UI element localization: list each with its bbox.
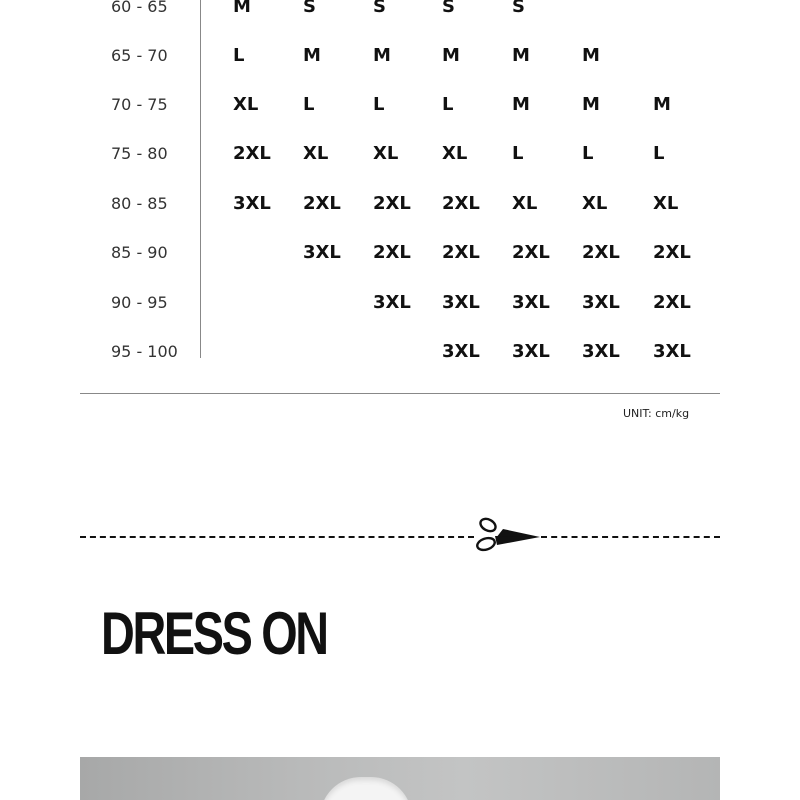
size-chart-cell: S: [373, 0, 386, 17]
size-chart-cell: 3XL: [442, 292, 480, 313]
size-chart-cell: L: [582, 143, 594, 164]
size-chart-cell: 3XL: [373, 292, 411, 313]
size-chart-cell: XL: [582, 193, 608, 214]
size-chart-cell: 3XL: [512, 341, 550, 362]
size-chart-cell: XL: [512, 193, 538, 214]
size-chart-cell: 2XL: [442, 193, 480, 214]
size-chart-cell: 3XL: [582, 341, 620, 362]
size-chart-cell: 2XL: [373, 242, 411, 263]
size-chart-cell: 2XL: [653, 292, 691, 313]
size-chart-cell: M: [653, 94, 671, 115]
size-chart-cell: XL: [303, 143, 329, 164]
size-chart-cell: XL: [653, 193, 679, 214]
cut-line-left: [80, 536, 474, 538]
size-chart-cell: 3XL: [442, 341, 480, 362]
unit-note: UNIT: cm/kg: [623, 407, 690, 420]
size-chart-cell: L: [233, 45, 245, 66]
size-chart-cell: 2XL: [512, 242, 550, 263]
size-chart-cell: M: [582, 45, 600, 66]
size-chart-cell: S: [442, 0, 455, 17]
size-chart-cell: M: [303, 45, 321, 66]
cut-line-right: [541, 536, 720, 538]
size-chart-row-label: 85 - 90: [111, 243, 168, 262]
size-chart-cell: 2XL: [653, 242, 691, 263]
horizontal-divider: [80, 393, 720, 394]
size-chart-cell: M: [512, 45, 530, 66]
size-chart-cell: 3XL: [303, 242, 341, 263]
size-chart-cell: 2XL: [373, 193, 411, 214]
size-chart-row-label: 70 - 75: [111, 95, 168, 114]
size-chart-cell: 2XL: [582, 242, 620, 263]
size-chart-cell: 3XL: [582, 292, 620, 313]
size-chart-cell: M: [442, 45, 460, 66]
size-chart-cell: L: [303, 94, 315, 115]
size-chart-cell: 3XL: [653, 341, 691, 362]
size-chart-cell: M: [582, 94, 600, 115]
size-chart-cell: XL: [233, 94, 259, 115]
size-chart-cell: S: [512, 0, 525, 17]
size-chart-cell: M: [373, 45, 391, 66]
size-chart-row-label: 80 - 85: [111, 194, 168, 213]
size-chart-row-label: 95 - 100: [111, 342, 178, 361]
size-chart-row-label: 75 - 80: [111, 144, 168, 163]
size-chart-row-label: 65 - 70: [111, 46, 168, 65]
size-chart-row-label: 90 - 95: [111, 293, 168, 312]
size-chart-cell: L: [442, 94, 454, 115]
size-chart-cell: XL: [373, 143, 399, 164]
white-cap-image: [320, 777, 412, 800]
section-heading: DRESS ON: [101, 600, 327, 667]
size-chart-cell: 2XL: [233, 143, 271, 164]
size-chart-cell: M: [233, 0, 251, 17]
size-chart-cell: XL: [442, 143, 468, 164]
size-chart-row-label: 60 - 65: [111, 0, 168, 16]
size-chart-cell: 3XL: [512, 292, 550, 313]
vertical-divider: [200, 0, 201, 358]
size-chart-cell: 2XL: [303, 193, 341, 214]
size-chart-cell: M: [512, 94, 530, 115]
size-chart-cell: S: [303, 0, 316, 17]
size-chart-cell: L: [512, 143, 524, 164]
size-chart-cell: L: [653, 143, 665, 164]
size-chart-cell: 3XL: [233, 193, 271, 214]
size-chart-cell: 2XL: [442, 242, 480, 263]
scissors-icon: [474, 516, 542, 554]
product-photo: [80, 757, 720, 800]
size-chart-cell: L: [373, 94, 385, 115]
